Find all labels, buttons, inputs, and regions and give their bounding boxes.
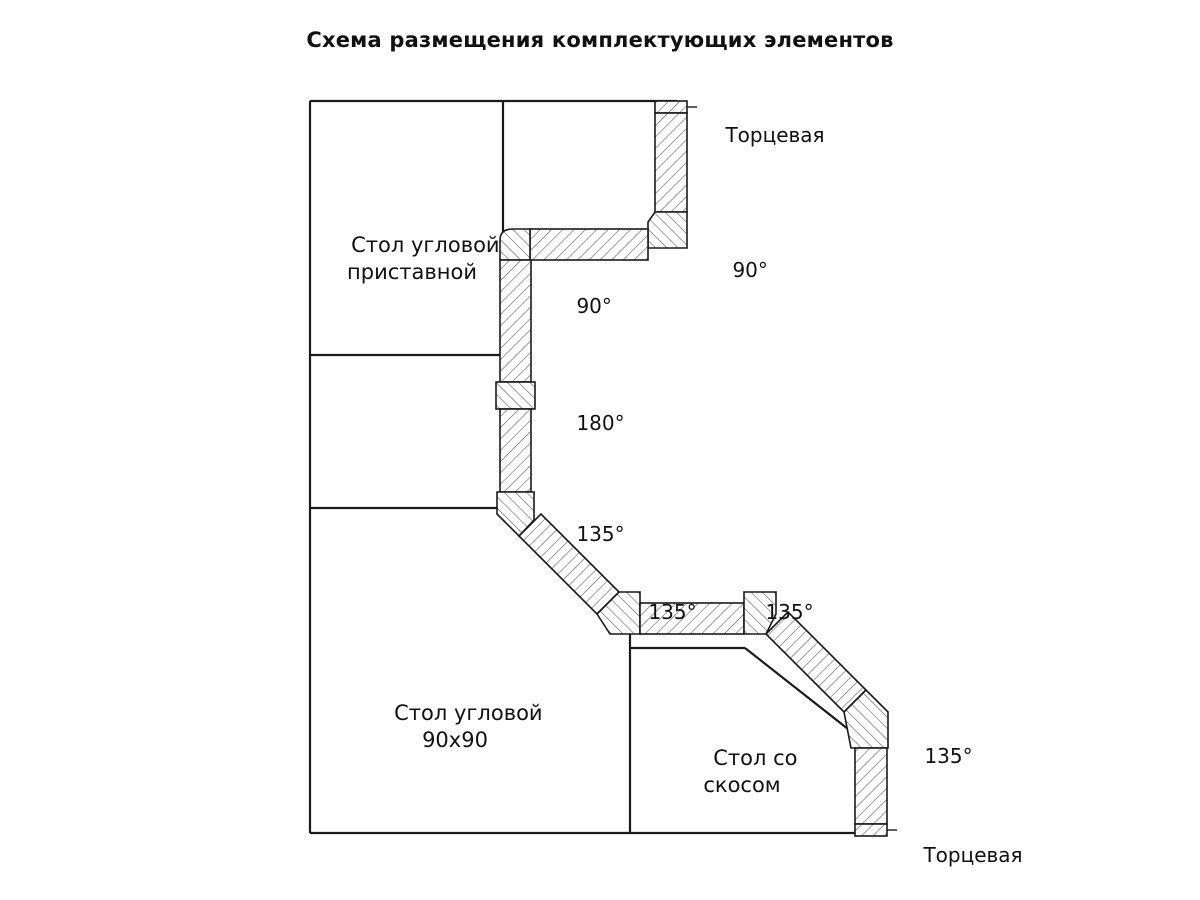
label-end-cap-top-text: Торцевая: [725, 123, 825, 147]
label-angle-90-right-text: 90°: [732, 258, 768, 282]
label-angle-135-upper-text: 135°: [576, 522, 625, 546]
angle-180-fitting: [496, 382, 535, 409]
label-corner-table-90x90: [367, 674, 542, 779]
end-cap-bottom-fitting: [855, 824, 887, 836]
label-end-cap-top: [700, 98, 825, 173]
label-angle-180-text: 180°: [576, 411, 625, 435]
label-bevel-table-text: Стол со скосом: [703, 746, 798, 797]
label-corner-side-table: [324, 206, 499, 311]
label-angle-135-mid-left: [623, 575, 697, 650]
label-angle-180: [551, 386, 625, 461]
label-angle-90-inner-text: 90°: [576, 294, 612, 318]
label-angle-90-inner: [551, 269, 612, 344]
label-end-cap-bottom-text: Торцевая: [923, 843, 1023, 867]
label-angle-135-lower: [899, 719, 973, 794]
table-corner-side-outline: [310, 101, 676, 214]
end-cap-top-fitting: [655, 101, 687, 113]
profile-vertical-bottom: [855, 748, 887, 824]
label-angle-135-mid-left-text: 135°: [648, 600, 697, 624]
page-title: Схема размещения комплектующих элементов: [306, 28, 894, 52]
profile-vertical-mid-upper: [500, 260, 531, 382]
label-end-cap-bottom: [898, 818, 1023, 893]
label-angle-135-mid-right: [740, 575, 814, 650]
label-angle-135-mid-right-text: 135°: [765, 600, 814, 624]
label-angle-135-lower-text: 135°: [924, 744, 973, 768]
angle-90-corner-inner: [500, 229, 530, 260]
label-corner-side-table-line1: Стол угловой приставной: [347, 233, 500, 284]
label-corner-table-90x90-text: Стол угловой 90х90: [394, 701, 543, 752]
label-angle-90-right: [707, 233, 768, 308]
angle-90-corner-right: [648, 212, 687, 248]
label-bevel-table: [687, 719, 798, 824]
profile-vertical-top: [655, 113, 687, 212]
profile-vertical-mid-lower: [500, 409, 531, 492]
label-angle-135-upper: [551, 497, 625, 572]
profile-horizontal-top: [530, 229, 648, 260]
